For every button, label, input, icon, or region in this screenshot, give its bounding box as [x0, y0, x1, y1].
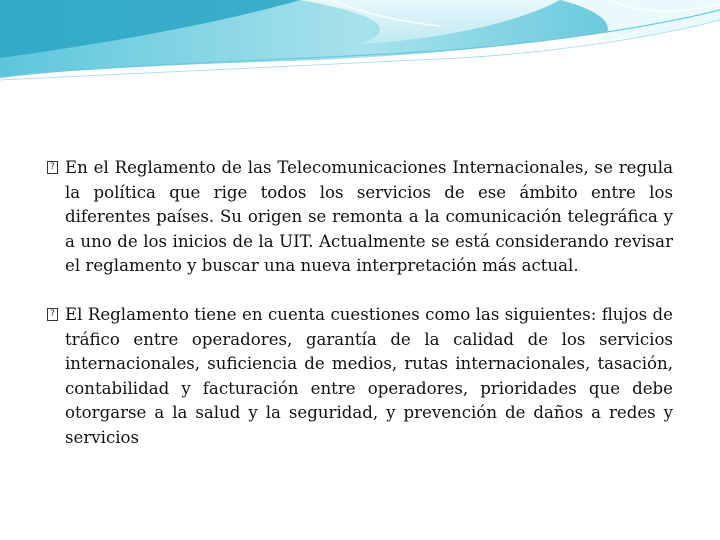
paragraph-2-text: El Reglamento tiene en cuenta cuestiones como las siguientes: flujos de tráfico entre operadores, garantía de la calidad de los servicios internacionales, suficiencia de medios, rutas internacionales, tasación, contabilidad y facturación entre operadores, prioridades que debe otorgarse a la salud y la seguridad, y prevención de daños a redes y servicios [65, 304, 673, 447]
body-text [47, 156, 673, 451]
bullet-placeholder-icon: ? [47, 308, 58, 321]
bullet-placeholder-icon: ? [47, 161, 58, 174]
paragraph-2 [47, 303, 673, 451]
paragraph-1-text: En el Reglamento de las Telecomunicaciones Internacionales, se regula la política que rige todos los servicios de ese ámbito entre los diferentes países. Su origen se remonta a la comunicación telegráfica y a uno de los inicios de la UIT. Actualmente se está considerando revisar el reglamento y buscar una nueva interpretación más actual. [65, 158, 673, 276]
header-wave-decoration [0, 0, 720, 90]
paragraph-1 [47, 156, 673, 279]
